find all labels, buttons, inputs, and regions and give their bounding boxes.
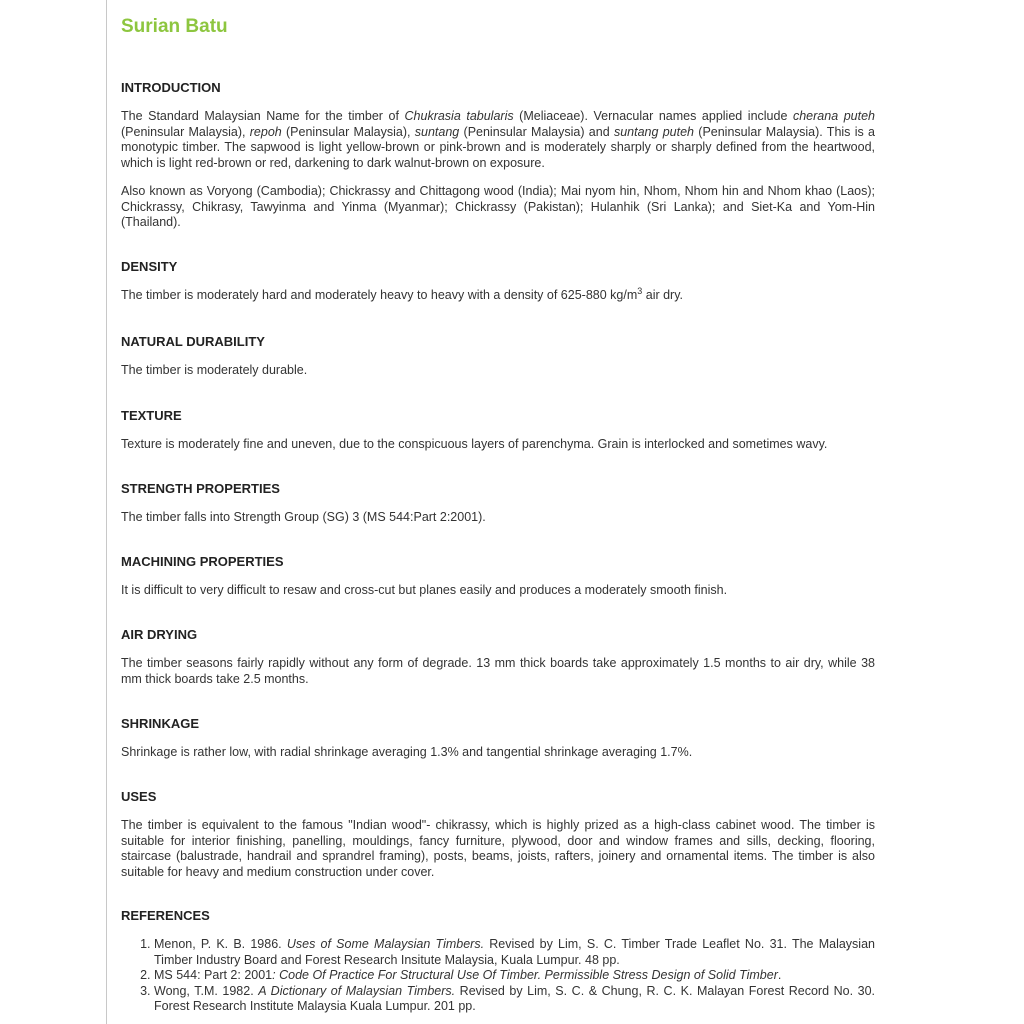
density-superscript: 3 xyxy=(637,285,643,296)
reference-item xyxy=(154,968,875,984)
reference-item xyxy=(154,984,875,1015)
italic-text-run: suntang xyxy=(414,124,460,139)
section-air-drying xyxy=(121,627,875,687)
text-run: (Peninsular Malaysia) and xyxy=(459,124,614,139)
section-heading: TEXTURE xyxy=(121,408,182,423)
italic-text-run: Uses of Some Malaysian Timbers. xyxy=(286,937,485,951)
machining-text: It is difficult to very difficult to resaw and cross-cut but planes easily and produces a moderately smooth finish. xyxy=(121,583,728,597)
density-text-main: The timber is moderately hard and moderately heavy to heavy with a density of 625-880 kg/m xyxy=(121,288,638,302)
text-run: MS 544: Part 2: 2001 xyxy=(154,968,273,982)
section-shrinkage xyxy=(121,716,875,761)
section-strength-properties xyxy=(121,481,875,526)
durability-text: The timber is moderately durable. xyxy=(121,363,308,377)
left-border-rule xyxy=(106,0,107,1024)
section-heading: STRENGTH PROPERTIES xyxy=(121,481,280,496)
section-heading: USES xyxy=(121,789,157,804)
italic-text-run: Chukrasia tabularis xyxy=(404,109,514,123)
text-run: Wong, T.M. 1982. xyxy=(154,983,259,998)
uses-text: The timber is equivalent to the famous "Indian wood"- chikrassy, which is highly prized as a high-class cabinet wood. The timber is suitable for interior finishing, panelling, mouldings, fancy furniture, plywood, door and window frames and sills, decking, flooring, staircase (balustrade, handrail and sprandrel framing), posts, beams, joists, rafters, joinery and ornamental items. The timber is also suitable for heavy and medium construction under cover. xyxy=(121,818,875,879)
section-heading: REFERENCES xyxy=(121,908,210,923)
text-run: Revised by Lim, S. C. & Chung, R. C. K. Malayan Forest Record No. 30. Forest Research Institute Malaysia Kuala Lumpur. 201 pp. xyxy=(154,983,875,1013)
section-texture xyxy=(121,408,875,453)
italic-text-run: suntang puteh xyxy=(613,124,694,139)
references-list xyxy=(121,937,875,1015)
document-content xyxy=(121,14,875,1013)
section-heading: NATURAL DURABILITY xyxy=(121,334,265,349)
density-text-tail: air dry. xyxy=(642,288,684,302)
texture-text: Texture is moderately fine and uneven, due to the conspicuous layers of parenchyma. Grain is interlocked and sometimes wavy. xyxy=(121,437,828,451)
text-run: (Peninsular Malaysia), xyxy=(121,124,250,139)
italic-text-run: cherana puteh xyxy=(792,109,875,123)
section-introduction xyxy=(121,80,875,231)
section-heading: SHRINKAGE xyxy=(121,716,200,731)
strength-text: The timber falls into Strength Group (SG) 3 (MS 544:Part 2:2001). xyxy=(121,510,486,524)
reference-item xyxy=(154,937,875,968)
page-title: Surian Batu xyxy=(121,16,228,37)
section-machining-properties xyxy=(121,554,875,599)
italic-text-run: repoh xyxy=(249,124,282,139)
air-drying-text: The timber seasons fairly rapidly without any form of degrade. 13 mm thick boards take approximately 1.5 months to air dry, while 38 mm thick boards take 2.5 months. xyxy=(121,656,875,686)
italic-text-run: A Dictionary of Malaysian Timbers. xyxy=(258,983,456,998)
section-uses xyxy=(121,789,875,880)
section-heading: MACHINING PROPERTIES xyxy=(121,554,284,569)
text-run: Revised by Lim, S. C. Timber Trade Leaflet No. 31. The Malaysian Timber Industry Board and Forest Research Insitute Malaysia, Kuala Lumpur. 48 pp. xyxy=(154,937,875,967)
italic-text-run: : Code Of Practice For Structural Use Of Timber. Permissible Stress Design of Solid Timber xyxy=(272,968,778,982)
text-run: Menon, P. K. B. 1986. xyxy=(154,937,287,951)
text-run: (Meliaceae). Vernacular names applied include xyxy=(513,109,793,123)
intro-paragraph xyxy=(121,109,875,171)
section-natural-durability xyxy=(121,334,875,379)
section-heading: AIR DRYING xyxy=(121,627,198,642)
section-heading: INTRODUCTION xyxy=(121,80,221,95)
shrinkage-text: Shrinkage is rather low, with radial shrinkage averaging 1.3% and tangential shrinkage averaging 1.7%. xyxy=(121,745,693,759)
intro-paragraph-aka: Also known as Voryong (Cambodia); Chickrassy and Chittagong wood (India); Mai nyom hin, Nhom, Nhom hin and Nhom khao (Laos); Chickrassy, Chikrasy, Tawyinma and Yinma (Myanmar); Chickrassy (Pakistan); Hulanhik (Sri Lanka); and Siet-Ka and Yom-Hin (Thailand). xyxy=(121,184,875,229)
density-text xyxy=(121,285,875,304)
section-references xyxy=(121,908,875,1015)
text-run: (Peninsular Malaysia). This is a monotypic timber. The sapwood is light yellow-brown or pink-brown and is moderately sharply or sharply defined from the heartwood, which is light red-brown or red, darkening to dark walnut-brown on exposure. xyxy=(121,124,875,170)
text-run: . xyxy=(777,968,782,982)
section-density xyxy=(121,259,875,304)
text-run: The Standard Malaysian Name for the timber of xyxy=(121,109,405,123)
section-heading: DENSITY xyxy=(121,259,178,274)
text-run: (Peninsular Malaysia), xyxy=(281,124,415,139)
